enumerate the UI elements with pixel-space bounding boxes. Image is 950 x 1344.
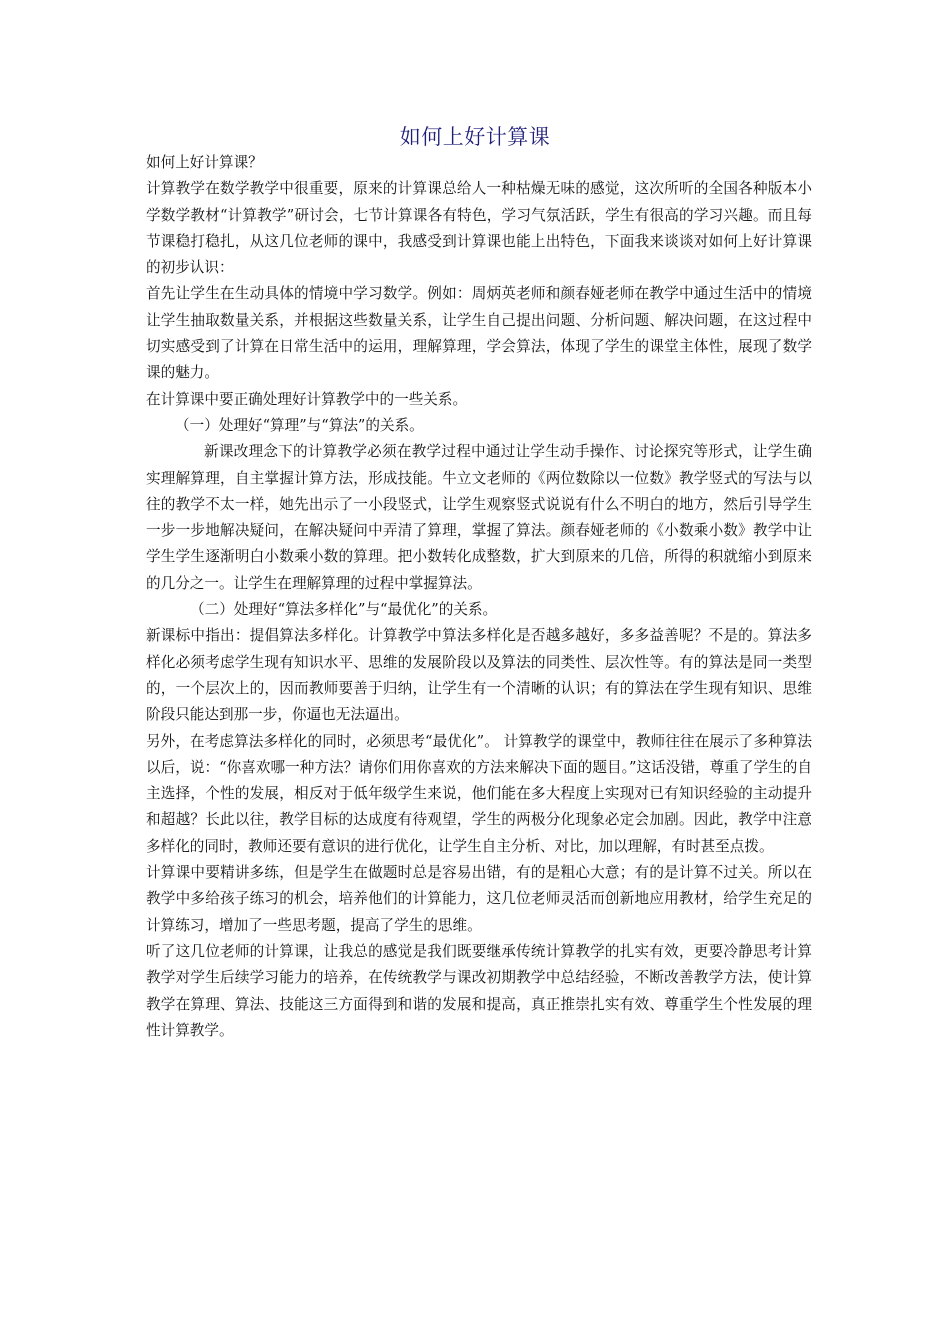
paragraph-optimization: 另外，在考虑算法多样化的同时，必须思考“最优化”。 计算教学的课堂中，教师往往在展示了多种算法以后，说：“你喜欢哪一种方法？请你们用你喜欢的方法来解决下面的题目。”这话没错，尊重了学生的自主选择，个性的发展，相反对于低年级学生来说，他们能在多大程度上实现对已有知识经验的主动提升和超越？长此以往，教学目标的达成度有待观望，学生的两极分化现象必定会加剧。因此，教学中注意多样化的同时，教师还要有意识的进行优化，让学生自主分析、对比，加以理解，有时甚至点拨。 [146, 732, 812, 855]
paragraph-question: 如何上好计算课？ [146, 154, 263, 171]
document-body [146, 150, 812, 1044]
paragraph-arithmetic-principle: 新课改理念下的计算教学必须在教学过程中通过让学生动手操作、讨论探究等形式，让学生确实理解算理，自主掌握计算方法，形成技能。牛立文老师的《两位数除以一位数》教学竖式的写法与以往的教学不太一样，她先出示了一小段竖式，让学生观察竖式说说有什么不明白的地方，然后引导学生一步一步地解决疑问，在解决疑问中弄清了算理，掌握了算法。颜春娅老师的《小数乘小数》教学中让学生学生逐渐明白小数乘小数的算理。把小数转化成整数，扩大到原来的几倍，所得的积就缩小到原来的几分之一。让学生在理解算理的过程中掌握算法。 [146, 443, 812, 592]
section-heading-2: （二）处理好“算法多样化”与“最优化”的关系。 [190, 601, 498, 619]
paragraph-context-learning: 首先让学生在生动具体的情境中学习数学。例如：周炳英老师和颜春娅老师在教学中通过生活中的情境让学生抽取数量关系，并根据这些数量关系，让学生自己提出问题、分析问题、解决问题，在这过程中切实感受到了计算在日常生活中的运用，理解算理，学会算法，体现了学生的课堂主体性，展现了数学课的魅力。 [146, 285, 812, 382]
document-title: 如何上好计算课 [399, 125, 551, 149]
paragraph-diversification: 新课标中指出：提倡算法多样化。计算教学中算法多样化是否越多越好，多多益善呢？不是的。算法多样化必须考虑学生现有知识水平、思维的发展阶段以及算法的同类性、层次性等。有的算法是同一类型的，一个层次上的，因而教师要善于归纳，让学生有一个清晰的认识；有的算法在学生现有知识、思维阶段只能达到那一步，你逼也无法逼出。 [146, 627, 812, 724]
paragraph-conclusion: 听了这几位老师的计算课，让我总的感觉是我们既要继承传统计算教学的扎实有效，更要冷静思考计算教学对学生后续学习能力的培养，在传统教学与课改初期教学中总结经验，不断改善教学方法，使计算教学在算理、算法、技能这三方面得到和谐的发展和提高，真正推崇扎实有效、尊重学生个性发展的理性计算教学。 [146, 942, 812, 1039]
paragraph-relationships: 在计算课中要正确处理好计算教学中的一些关系。 [146, 390, 468, 408]
section-heading-1: （一）处理好“算理”与“算法”的关系。 [175, 416, 424, 434]
paragraph-intro: 计算教学在数学教学中很重要，原来的计算课总给人一种枯燥无味的感觉，这次所听的全国各种版本小学数学教材“计算教学”研讨会，七节计算课各有特色，学习气氛活跃，学生有很高的学习兴趣。而且每节课稳打稳扎，从这几位老师的课中，我感受到计算课也能上出特色，下面我来谈谈对如何上好计算课的初步认识： [146, 180, 812, 277]
paragraph-practice: 计算课中要精讲多练，但是学生在做题时总是容易出错，有的是粗心大意；有的是计算不过关。所以在教学中多给孩子练习的机会，培养他们的计算能力，这几位老师灵活而创新地应用教材，给学生充足的计算练习，增加了一些思考题，提高了学生的思维。 [146, 864, 812, 934]
